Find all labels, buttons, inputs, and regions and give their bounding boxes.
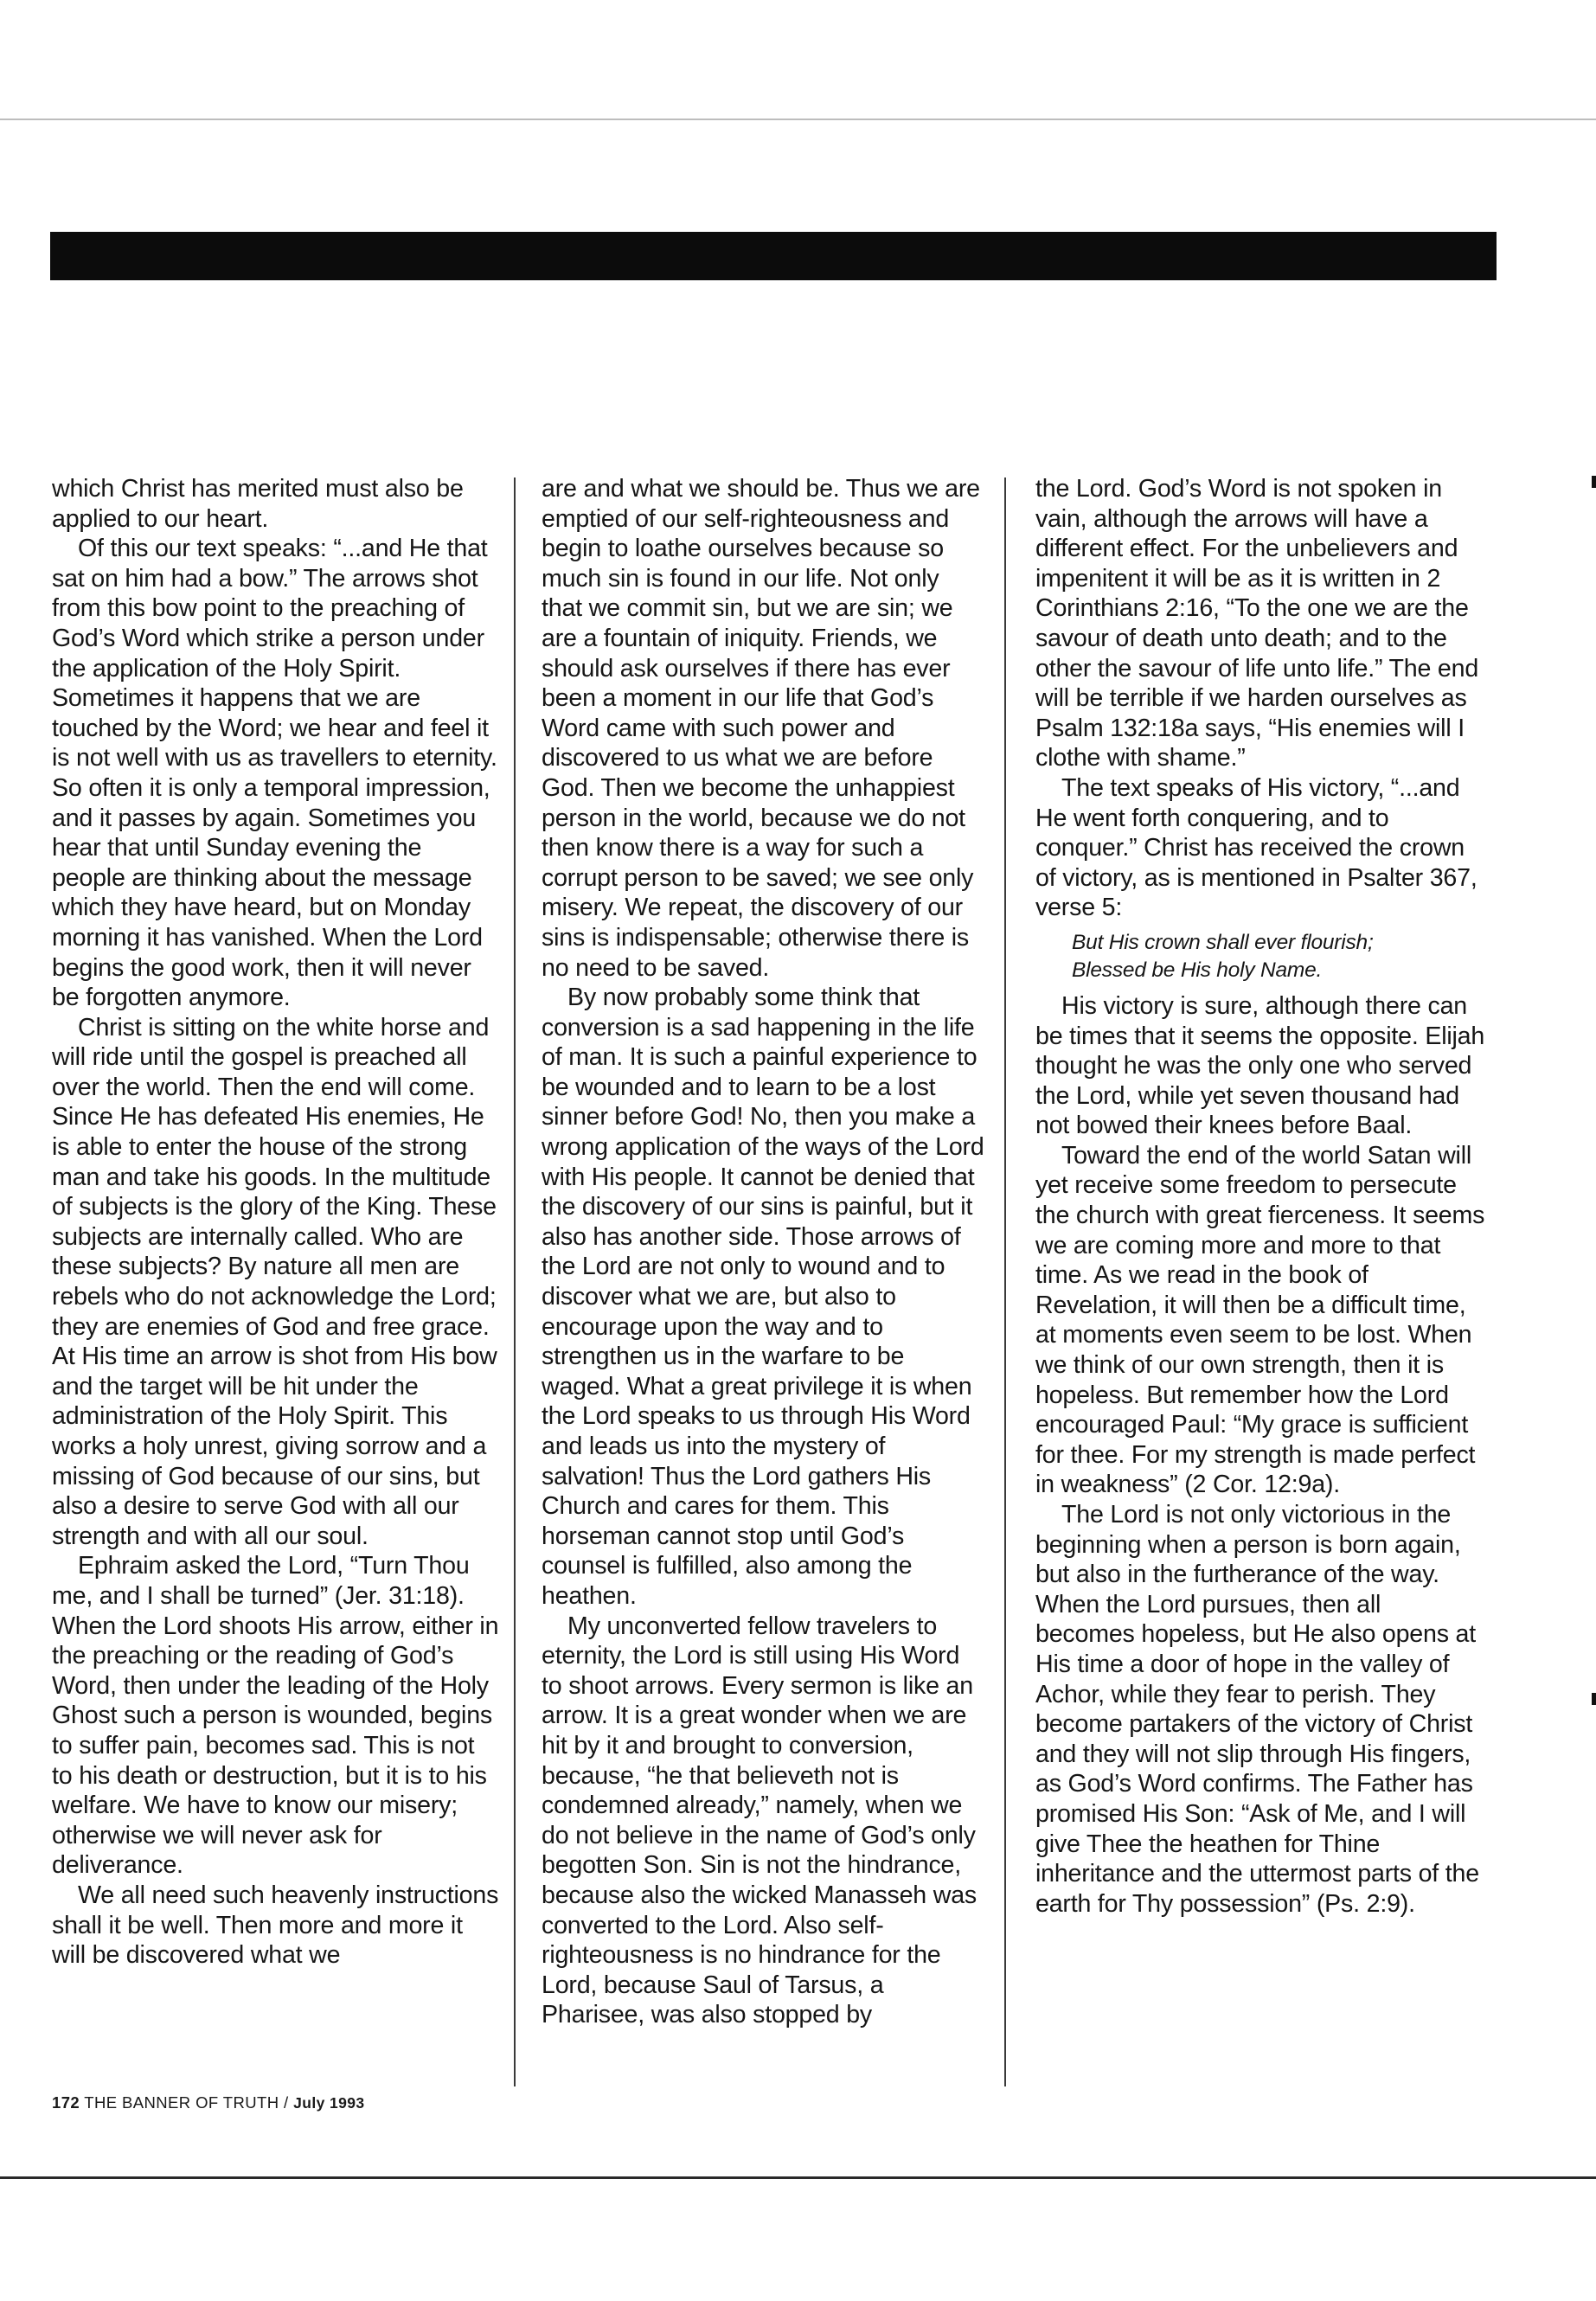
article-column-1: [52, 474, 499, 2079]
header-black-bar: [50, 232, 1497, 280]
paragraph: By now probably some think that conversion is a sad happening in the life of man. It is such a painful experience to be wounded and to learn to be a lost sinner before God! No, then you make a wrong application of the ways of the Lord with His people. It cannot be denied that the discovery of our sins is painful, but it also has another side. Those arrows of the Lord are not only to wound and to discover what we are, but also to encourage upon the way and to strengthen us in the warfare to be waged. What a great privilege it is when the Lord speaks to us through His Word and leads us into the mystery of salvation! Thus the Lord gathers His Church and cares for them. This horseman cannot stop until God’s counsel is fulfilled, also among the heathen.: [542, 984, 984, 1610]
edge-mark: [1592, 476, 1596, 488]
paragraph: Christ is sitting on the white horse and will ride until the gospel is preached all over the world. Then the end will come. Since He has defeated His enemies, He is able to enter the house of the strong man and take his goods. In the multitude of subjects is the glory of the King. These subjects are internally called. Who are these subjects? By nature all men are rebels who do not acknowledge the Lord; they are enemies of God and free grace. At His time an arrow is shot from His bow and the target will be hit under the administration of the Holy Spirit. This works a holy unrest, giving sorrow and a missing of God because of our sins, but also a desire to serve God with all our strength and with all our soul.: [52, 1013, 497, 1550]
paragraph: are and what we should be. Thus we are emptied of our self-righteousness and begin to loathe ourselves because so much sin is found in our life. Not only that we commit sin, but we are sin; we are a fountain of iniquity. Friends, we should ask ourselves if there has ever been a moment in our life that God’s Word came with such power and discovered to us what we are before God. Then we become the unhappiest person in the world, because we do not then know there is a way for such a corrupt person to be saved; we see only misery. We repeat, the discovery of our sins is indispensable; otherwise there is no need to be saved.: [542, 475, 980, 982]
page-footer: [52, 2093, 365, 2112]
edge-mark: [1592, 1693, 1596, 1705]
bottom-rule: [0, 2176, 1596, 2179]
column-divider: [1004, 478, 1006, 2086]
quote-line: Blessed be His holy Name.: [1072, 958, 1323, 982]
issue-date: July 1993: [293, 2094, 365, 2112]
paragraph: which Christ has merited must also be applied to our heart.: [52, 475, 464, 533]
paragraph: Of this our text speaks: “...and He that sat on him had a bow.” The arrows shot from this bow point to the preaching of God’s Word which strike a person under the application of the Holy Spirit. Sometimes it happens that we are touched by the Word; we hear and feel it is not well with us as travellers to eternity. So often it is only a temporal impression, and it passes by again. Sometimes you hear that until Sunday evening the people are thinking about the message which they have heard, but on Monday morning it has vanished. When the Lord begins the good work, then it will never be forgotten anymore.: [52, 535, 497, 1012]
paragraph: We all need such heavenly instructions shall it be well. Then more and more it will be discovered what we: [52, 1881, 499, 1970]
psalter-quote: [1072, 929, 1485, 984]
column-divider: [514, 478, 516, 2086]
page-number: 172: [52, 2093, 80, 2112]
paragraph: His victory is sure, although there can be times that it seems the opposite. Elijah thought he was the only one who served the Lord, while yet seven thousand had not bowed their knees before Baal.: [1035, 991, 1485, 1140]
paragraph: The Lord is not only victorious in the beginning when a person is born again, but also in the furtherance of the way. When the Lord pursues, then all becomes hopeless, but He also opens at His time a door of hope in the valley of Achor, while they fear to perish. They become partakers of the victory of Christ and they will not slip through His fingers, as God’s Word confirms. The Father has promised His Son: “Ask of Me, and I will give Thee the heathen for Thine inheritance and the uttermost parts of the earth for Thy possession” (Ps. 2:9).: [1035, 1501, 1479, 1918]
paragraph: the Lord. God’s Word is not spoken in vain, although the arrows will have a different effect. For the unbelievers and impenitent it will be as it is written in 2 Corinthians 2:16, “To the one we are the savour of death unto death; and to the other the savour of life unto life.” The end will be terrible if we harden ourselves as Psalm 132:18a says, “His enemies will I clothe with shame.”: [1035, 475, 1479, 772]
publication-name: THE BANNER OF TRUTH /: [84, 2093, 289, 2112]
paragraph: My unconverted fellow travelers to eternity, the Lord is still using His Word to shoot arrows. Every sermon is like an arrow. It is a great wonder when we are hit by it and brought to conversion, because, “he that believeth not is condemned already,” namely, when we do not believe in the name of God’s only begotten Son. Sin is not the hindrance, because also the wicked Manasseh was converted to the Lord. Also self-righteousness is no hindrance for the Lord, because Saul of Tarsus, a Pharisee, was also stopped by: [542, 1612, 977, 2029]
top-rule: [0, 119, 1596, 120]
article-column-2: [542, 474, 986, 2079]
quote-line: But His crown shall ever flourish;: [1072, 930, 1374, 954]
paragraph: Toward the end of the world Satan will yet receive some freedom to persecute the church with great fierceness. It seems we are coming more and more to that time. As we read in the book of Revelation, it will then be a difficult time, at moments even seem to be lost. When we think of our own strength, then it is hopeless. But remember how the Lord encouraged Paul: “My grace is sufficient for thee. For my strength is made perfect in weakness” (2 Cor. 12:9a).: [1035, 1141, 1485, 1499]
article-column-3: [1035, 474, 1485, 2079]
paragraph: The text speaks of His victory, “...and He went forth conquering, and to conquer.” Christ has received the crown of victory, as is mentioned in Psalter 367, verse 5:: [1035, 773, 1477, 922]
paragraph: Ephraim asked the Lord, “Turn Thou me, and I shall be turned” (Jer. 31:18). When the Lord shoots His arrow, either in the preaching or the reading of God’s Word, then under the leading of the Holy Ghost such a person is wounded, begins to suffer pain, becomes sad. This is not to his death or destruction, but it is to his welfare. We have to know our misery; otherwise we will never ask for deliverance.: [52, 1552, 499, 1880]
